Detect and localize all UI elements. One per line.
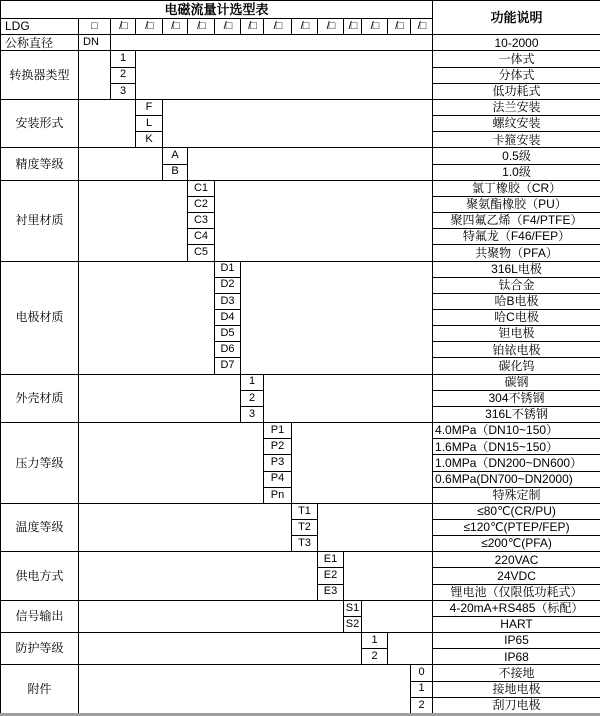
table-row — [1, 633, 600, 649]
code-cell: 1 — [241, 374, 264, 390]
spacer-cell — [111, 35, 433, 51]
code-cell: T2 — [292, 520, 318, 536]
spacer-cell — [163, 99, 433, 147]
spacer-cell — [79, 51, 111, 99]
code-cell: 2 — [111, 67, 136, 83]
code-cell: D1 — [215, 261, 241, 277]
slash-code-box: /□ — [362, 19, 388, 35]
desc-cell: 哈C电极 — [433, 309, 600, 325]
group-label: 电极材质 — [1, 261, 79, 374]
desc-cell: 碳钢 — [433, 374, 600, 390]
desc-cell: 不接地 — [433, 665, 600, 681]
spacer-cell — [79, 180, 188, 261]
spacer-cell — [388, 633, 433, 665]
code-cell: S1 — [344, 600, 362, 616]
code-cell: E3 — [318, 584, 344, 600]
code-cell: 2 — [411, 697, 433, 713]
desc-cell: 10-2000 — [433, 35, 600, 51]
ldg-label: LDG — [1, 19, 79, 35]
code-cell: Pn — [264, 487, 292, 503]
desc-cell: 接地电极 — [433, 681, 600, 697]
code-cell: T1 — [292, 503, 318, 519]
code-cell: B — [163, 164, 188, 180]
group-label: 供电方式 — [1, 552, 79, 600]
slash-code-box: /□ — [163, 19, 188, 35]
table-row — [1, 261, 600, 277]
desc-cell: 1.6MPa（DN15~150） — [433, 439, 600, 455]
slash-code-box: /□ — [188, 19, 215, 35]
code-cell: P1 — [264, 423, 292, 439]
desc-cell: 聚氨酯橡胶（PU） — [433, 196, 600, 212]
group-label: 防护等级 — [1, 633, 79, 665]
table-row — [1, 552, 600, 568]
desc-cell: ≤80℃(CR/PU) — [433, 503, 600, 519]
group-label: 压力等级 — [1, 423, 79, 504]
spacer-cell — [79, 374, 241, 422]
slash-code-box: /□ — [292, 19, 318, 35]
spacer-cell — [136, 51, 433, 99]
spacer-cell — [215, 180, 433, 261]
slash-code-box: /□ — [264, 19, 292, 35]
desc-cell: HART — [433, 616, 600, 632]
group-label: 安装形式 — [1, 99, 79, 147]
code-cell: D2 — [215, 277, 241, 293]
spacer-cell — [292, 423, 433, 504]
code-cell: A — [163, 148, 188, 164]
code-cell: E1 — [318, 552, 344, 568]
code-cell: D3 — [215, 293, 241, 309]
code-cell: P4 — [264, 471, 292, 487]
table-row — [1, 35, 600, 51]
desc-cell: 24VDC — [433, 568, 600, 584]
spacer-cell — [344, 552, 433, 600]
desc-cell: 1.0级 — [433, 164, 600, 180]
group-label: 公称直径 — [1, 35, 79, 51]
code-cell: 3 — [241, 406, 264, 422]
table-row — [1, 1, 600, 19]
group-label: 附件 — [1, 665, 79, 714]
slash-code-box: /□ — [318, 19, 344, 35]
desc-cell: 共聚物（PFA） — [433, 245, 600, 261]
spacer-cell — [79, 148, 163, 180]
table-row — [1, 665, 600, 681]
table-row — [1, 423, 600, 439]
table-title: 电磁流量计选型表 — [1, 1, 433, 19]
table-row — [1, 180, 600, 196]
desc-cell: 220VAC — [433, 552, 600, 568]
table-row — [1, 600, 600, 616]
desc-cell: 0.5级 — [433, 148, 600, 164]
slash-code-box: /□ — [344, 19, 362, 35]
desc-cell: 聚四氟乙烯（F4/PTFE） — [433, 213, 600, 229]
code-cell: C5 — [188, 245, 215, 261]
group-label: 外壳材质 — [1, 374, 79, 422]
desc-cell: 哈B电极 — [433, 293, 600, 309]
desc-cell: IP68 — [433, 649, 600, 665]
table-row — [1, 374, 600, 390]
code-cell: 1 — [411, 681, 433, 697]
group-label: 温度等级 — [1, 503, 79, 551]
code-cell: 2 — [362, 649, 388, 665]
code-cell: D4 — [215, 309, 241, 325]
slash-code-box: /□ — [215, 19, 241, 35]
code-cell: 0 — [411, 665, 433, 681]
spacer-cell — [79, 261, 215, 374]
desc-cell: 1.0MPa（DN200~DN600） — [433, 455, 600, 471]
desc-cell: 4.0MPa（DN10~150） — [433, 423, 600, 439]
spacer-cell — [79, 665, 411, 714]
table-row — [1, 99, 600, 115]
spacer-cell — [79, 503, 292, 551]
code-cell: 1 — [111, 51, 136, 67]
desc-cell: 低功耗式 — [433, 83, 600, 99]
table-row — [1, 51, 600, 67]
code-cell: C2 — [188, 196, 215, 212]
code-box: □ — [79, 19, 111, 35]
code-cell: C4 — [188, 229, 215, 245]
code-cell: L — [136, 116, 163, 132]
desc-cell: 氯丁橡胶（CR） — [433, 180, 600, 196]
group-label: 衬里材质 — [1, 180, 79, 261]
desc-cell: 碳化钨 — [433, 358, 600, 374]
desc-cell: 铂铱电极 — [433, 342, 600, 358]
code-cell: 3 — [111, 83, 136, 99]
desc-cell: 一体式 — [433, 51, 600, 67]
desc-cell: ≤120℃(PTEP/FEP) — [433, 520, 600, 536]
slash-code-box: /□ — [241, 19, 264, 35]
desc-cell: 特氟龙（F46/FEP） — [433, 229, 600, 245]
code-cell: C1 — [188, 180, 215, 196]
code-cell: C3 — [188, 213, 215, 229]
code-cell: 1 — [362, 633, 388, 649]
desc-cell: 螺纹安装 — [433, 116, 600, 132]
code-cell: T3 — [292, 536, 318, 552]
desc-cell: 卡箍安装 — [433, 132, 600, 148]
group-label: 转换器类型 — [1, 51, 79, 99]
code-cell: P2 — [264, 439, 292, 455]
code-cell: F — [136, 99, 163, 115]
desc-cell: IP65 — [433, 633, 600, 649]
group-label: 信号输出 — [1, 600, 79, 632]
desc-cell: 分体式 — [433, 67, 600, 83]
slash-code-box: /□ — [388, 19, 411, 35]
spacer-cell — [79, 633, 362, 665]
desc-cell: 特殊定制 — [433, 487, 600, 503]
code-cell: S2 — [344, 616, 362, 632]
desc-cell: 4-20mA+RS485（标配） — [433, 600, 600, 616]
spacer-cell — [79, 552, 318, 600]
function-description-header: 功能说明 — [433, 1, 600, 35]
spacer-cell — [79, 423, 264, 504]
code-cell: K — [136, 132, 163, 148]
desc-cell: ≤200℃(PFA) — [433, 536, 600, 552]
spacer-cell — [79, 600, 344, 632]
slash-code-box: /□ — [411, 19, 433, 35]
desc-cell: 锂电池（仅限低功耗式） — [433, 584, 600, 600]
spacer-cell — [362, 600, 433, 632]
code-cell: D5 — [215, 326, 241, 342]
code-cell: D6 — [215, 342, 241, 358]
code-cell: 2 — [241, 390, 264, 406]
desc-cell: 法兰安装 — [433, 99, 600, 115]
desc-cell: 0.6MPa(DN700~DN2000) — [433, 471, 600, 487]
spacer-cell — [264, 374, 433, 422]
slash-code-box: /□ — [136, 19, 163, 35]
desc-cell: 钽电极 — [433, 326, 600, 342]
spacer-cell — [188, 148, 433, 180]
slash-code-box: /□ — [111, 19, 136, 35]
group-label: 精度等级 — [1, 148, 79, 180]
spacer-cell — [241, 261, 433, 374]
desc-cell: 316L电极 — [433, 261, 600, 277]
spacer-cell — [79, 99, 136, 147]
code-cell: DN — [79, 35, 111, 51]
desc-cell: 钛合金 — [433, 277, 600, 293]
code-cell: P3 — [264, 455, 292, 471]
spacer-cell — [318, 503, 433, 551]
table-row — [1, 503, 600, 519]
desc-cell: 316L不锈钢 — [433, 406, 600, 422]
code-cell: D7 — [215, 358, 241, 374]
desc-cell: 刮刀电极 — [433, 697, 600, 713]
code-cell: E2 — [318, 568, 344, 584]
table-row — [1, 148, 600, 164]
desc-cell: 304不锈钢 — [433, 390, 600, 406]
